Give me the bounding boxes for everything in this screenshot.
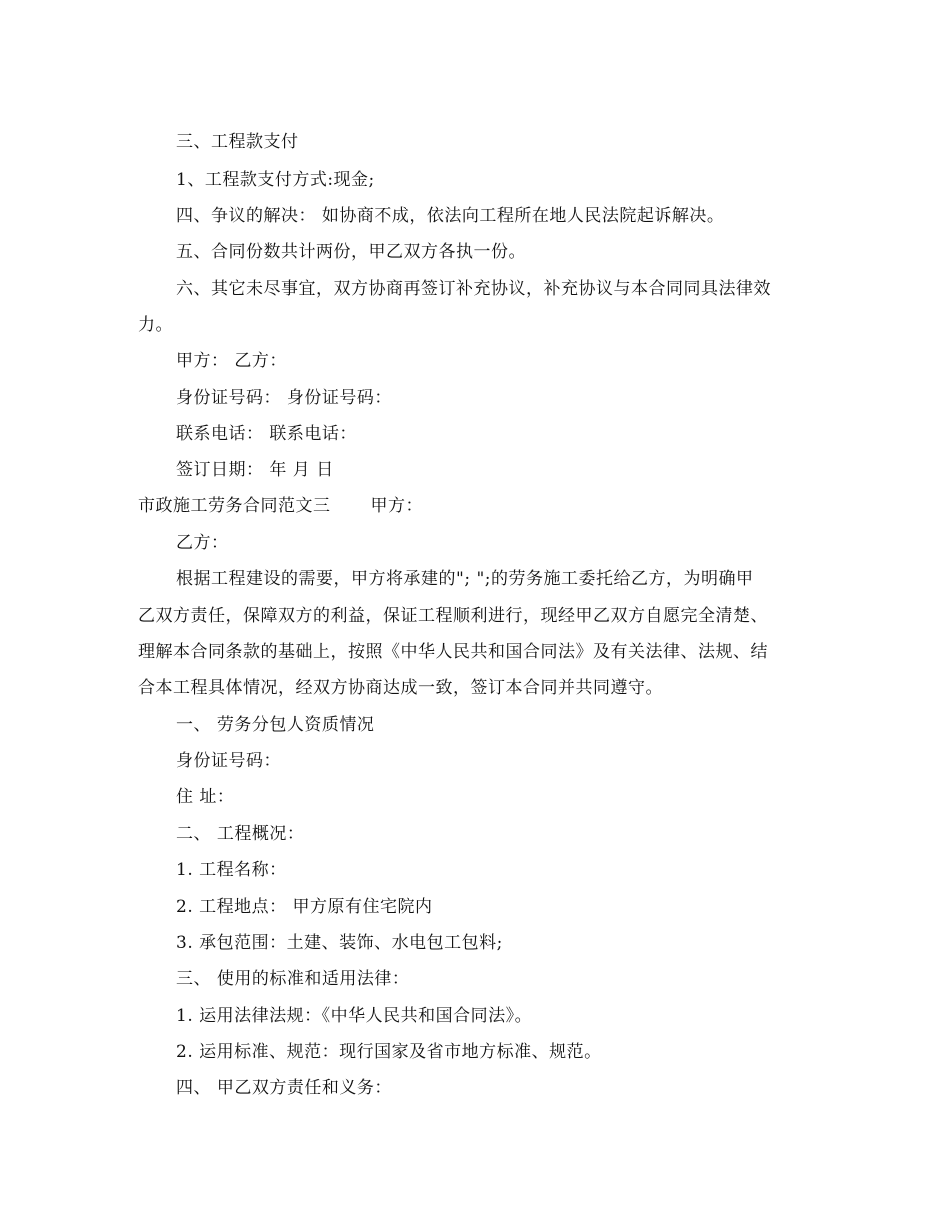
phone-line: 联系电话： 联系电话： [176,424,357,444]
party-b-label: 乙方： [176,533,229,553]
section-responsibilities-heading: 四、 甲乙双方责任和义务： [176,1078,392,1098]
preamble-line-4: 合本工程具体情况，经双方协商达成一致，签订本合同并共同遵守。 [138,678,663,698]
party-a-label: 甲方： [370,496,423,516]
qualification-id-line: 身份证号码： [176,751,281,771]
section-overview-heading: 二、 工程概况： [176,824,305,844]
project-location-line: 2. 工程地点： 甲方原有住宅院内 [176,897,433,917]
id-number-line: 身份证号码： 身份证号码： [176,388,392,408]
preamble-line-3: 理解本合同条款的基础上，按照《中华人民共和国合同法》及有关法律、法规、结 [138,642,768,662]
applicable-standards-line: 2. 运用标准、规范：现行国家及省市地方标准、规范。 [176,1042,602,1062]
preamble-line-2: 乙双方责任，保障双方的利益，保证工程顺利进行，现经甲乙双方自愿完全清楚、 [138,606,768,626]
party-names-line: 甲方： 乙方： [176,351,287,371]
contract-scope-line: 3. 承包范围：土建、装饰、水电包工包料; [176,933,503,953]
dispute-resolution-line: 四、争议的解决： 如协商不成，依法向工程所在地人民法院起诉解决。 [176,206,725,226]
preamble-line-1: 根据工程建设的需要，甲方将承建的"; ";的劳务施工委托给乙方，为明确甲 [176,569,754,589]
copies-line: 五、合同份数共计两份，甲乙双方各执一份。 [176,242,526,262]
other-matters-line: 六、其它未尽事宜，双方协商再签订补充协议，补充协议与本合同同具法律效 [176,279,771,299]
section-payment-heading: 三、工程款支付 [176,132,299,152]
applicable-laws-line: 1. 运用法律法规：《中华人民共和国合同法》。 [176,1006,533,1026]
section-standards-heading: 三、 使用的标准和适用法律： [176,969,410,989]
project-name-line: 1. 工程名称： [176,860,287,880]
other-matters-line-continued: 力。 [138,315,173,335]
section-qualification-heading: 一、 劳务分包人资质情况 [176,715,375,735]
contract-title: 市政施工劳务合同范文三 [138,496,331,516]
sign-date-line: 签订日期： 年 月 日 [176,460,334,480]
payment-method-line: 1、工程款支付方式:现金; [176,170,375,190]
contract-title-line [138,495,423,517]
address-line: 住 址： [176,787,235,807]
